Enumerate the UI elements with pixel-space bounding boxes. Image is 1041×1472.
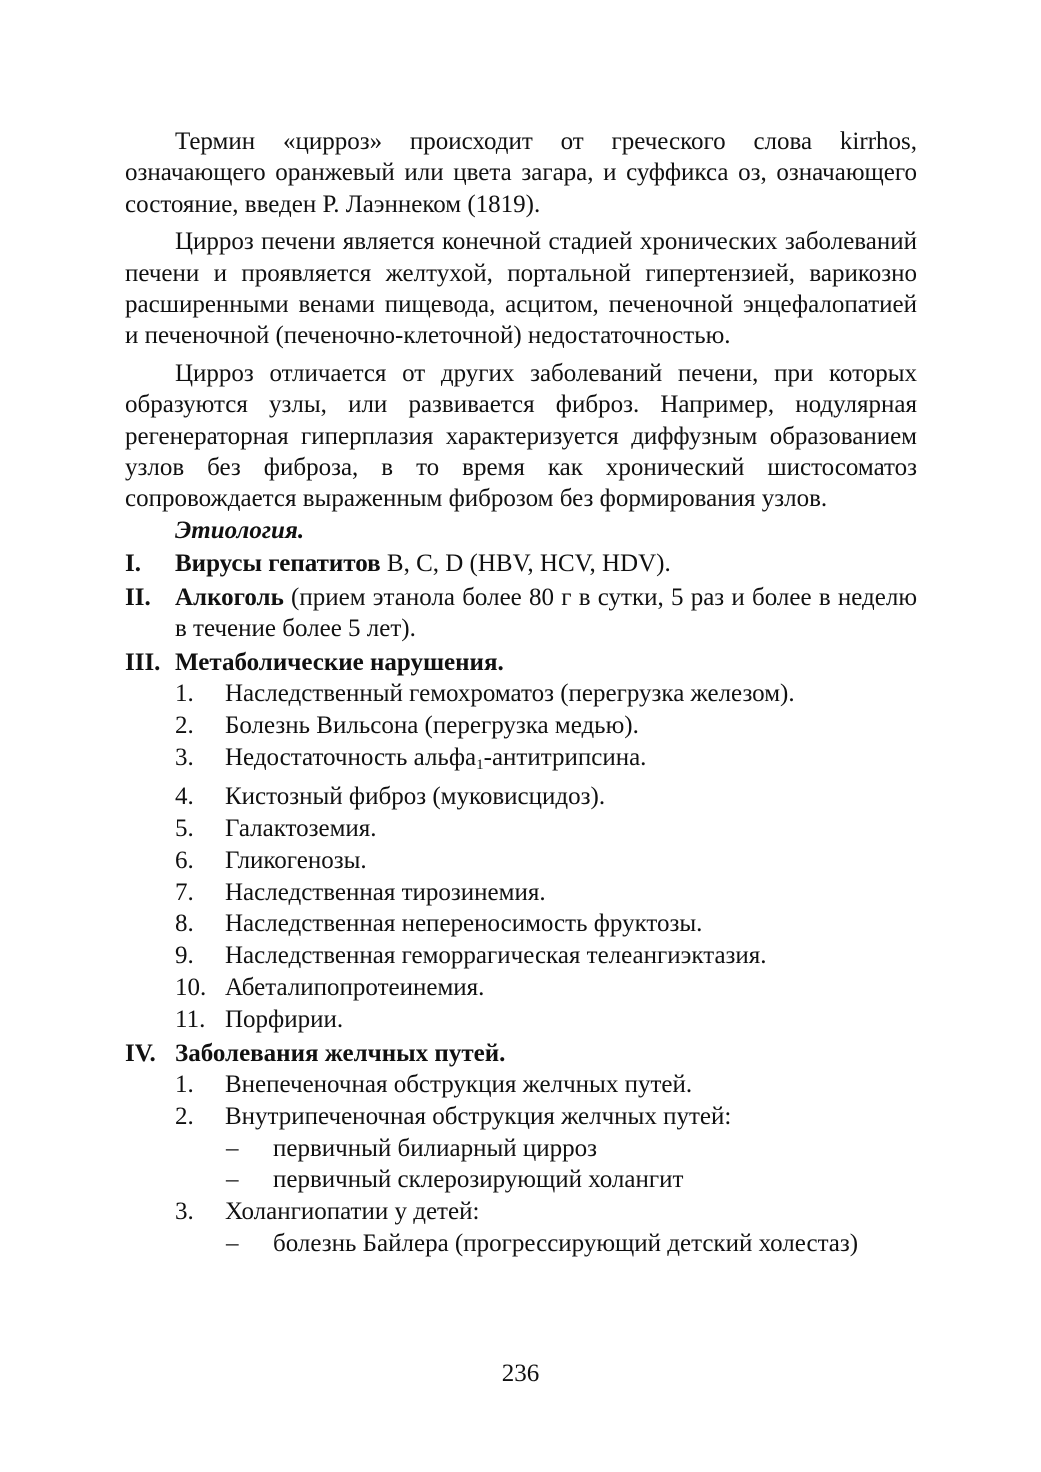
list-item: [125, 710, 917, 742]
section-number: III.: [125, 648, 161, 676]
section-number: IV.: [125, 1039, 156, 1067]
subscript: 1: [476, 756, 484, 773]
item-text: Наследственная тирозинемия.: [225, 878, 546, 906]
item-text: Галактоземия.: [225, 815, 377, 843]
item-number: 2.: [175, 711, 194, 739]
list-item: [125, 845, 917, 877]
item-text: Недостаточность альфа: [225, 743, 477, 771]
item-number: 3.: [175, 1198, 194, 1226]
sub-item-text: болезнь Байлера (прогрессирующий детский холестаз): [273, 1230, 859, 1258]
item-text: Наследственная непереносимость фруктозы.: [225, 910, 703, 938]
paragraph-cirrhosis-definition: Цирроз печени является конечной стадией хронических заболеваний печени и проявляется желтухой, портальной гипертензией, варикозно расширенными венами пищевода, асцитом, печеночной энцефалопатией и печеночной (печеночно-клеточной) недостаточностью.: [125, 228, 917, 350]
item-text: Внутрипеченочная обструкция желчных путей:: [225, 1102, 732, 1130]
list-item: [125, 813, 917, 845]
list-item: [125, 1101, 917, 1133]
list-item: [125, 781, 917, 813]
section-metabolic-disorders: [125, 647, 917, 678]
sub-list-item: [125, 1133, 917, 1165]
page-content: [125, 126, 917, 1260]
section-title: Заболевания желчных путей.: [175, 1039, 506, 1067]
dash-bullet: –: [226, 1166, 239, 1194]
item-text: Холангиопатии у детей:: [225, 1198, 480, 1226]
item-text: Внепеченочная обструкция желчных путей.: [225, 1071, 693, 1099]
section-detail: B, C, D (HBV, HCV, HDV).: [380, 550, 671, 578]
item-number: 2.: [175, 1102, 194, 1130]
biliary-list: [125, 1069, 917, 1260]
item-number: 10.: [175, 974, 207, 1002]
item-text: Порфирии.: [225, 1005, 344, 1033]
list-item: [125, 972, 917, 1004]
item-number: 5.: [175, 815, 194, 843]
paragraph-term-origin: Термин «цирроз» происходит от греческого слова kirrhos, означающего оранжевый или цвета загара, и суффикса оз, означающего состояние, введен Р. Лаэннеком (1819).: [125, 128, 917, 218]
sub-item-text: первичный склерозирующий холангит: [273, 1166, 684, 1194]
item-number: 1.: [175, 1071, 194, 1099]
section-detail: (прием этанола более 80 г в сутки, 5 раз и более в неделю в течение более 5 лет).: [175, 583, 917, 643]
sub-list-item: [125, 1164, 917, 1196]
item-text: Абеталипопротеинемия.: [225, 974, 485, 1002]
item-number: 9.: [175, 942, 194, 970]
section-title: Вирусы гепатитов: [175, 550, 381, 578]
section-title: Алкоголь: [175, 583, 284, 611]
list-item: [125, 877, 917, 909]
sub-list-item: [125, 1228, 917, 1260]
section-alcohol: [125, 582, 917, 645]
list-item: [125, 742, 917, 782]
dash-bullet: –: [226, 1134, 239, 1162]
item-text: Гликогенозы.: [225, 846, 367, 874]
item-number: 6.: [175, 846, 194, 874]
page-number: 236: [501, 1360, 540, 1387]
metabolic-list: [125, 678, 917, 1036]
list-item: [125, 1004, 917, 1036]
item-number: 4.: [175, 783, 194, 811]
item-number: 1.: [175, 679, 194, 707]
item-text: Кистозный фиброз (муковисцидоз).: [225, 783, 606, 811]
etiology-heading: Этиология.: [175, 516, 305, 544]
item-number: 11.: [175, 1005, 206, 1033]
paragraph-cirrhosis-differences: Цирроз отличается от других заболеваний печени, при которых образуются узлы, или развивается фиброз. Например, нодулярная регенераторная гиперплазия характеризуется диффузным образованием узлов без фиброза, в то время как хронический шистосоматоз сопровождается выраженным фиброзом без формирования узлов.: [125, 359, 917, 513]
list-item: [125, 678, 917, 710]
item-text: Наследственная геморрагическая телеангиэктазия.: [225, 942, 767, 970]
item-text-suffix: -антитрипсина.: [483, 743, 647, 771]
section-biliary-diseases: [125, 1038, 917, 1069]
section-number: II.: [125, 583, 151, 611]
list-item: [125, 940, 917, 972]
sub-item-text: первичный билиарный цирроз: [273, 1134, 598, 1162]
list-item: [125, 1196, 917, 1228]
item-text: Наследственный гемохроматоз (перегрузка железом).: [225, 679, 795, 707]
section-viral-hepatitis: [125, 548, 917, 579]
item-number: 8.: [175, 910, 194, 938]
section-title: Метаболические нарушения.: [175, 648, 504, 676]
item-number: 7.: [175, 878, 194, 906]
list-item: [125, 1069, 917, 1101]
item-number: 3.: [175, 743, 194, 771]
dash-bullet: –: [226, 1230, 239, 1258]
list-item: [125, 908, 917, 940]
section-number: I.: [125, 550, 141, 578]
item-text: Болезнь Вильсона (перегрузка медью).: [225, 711, 639, 739]
